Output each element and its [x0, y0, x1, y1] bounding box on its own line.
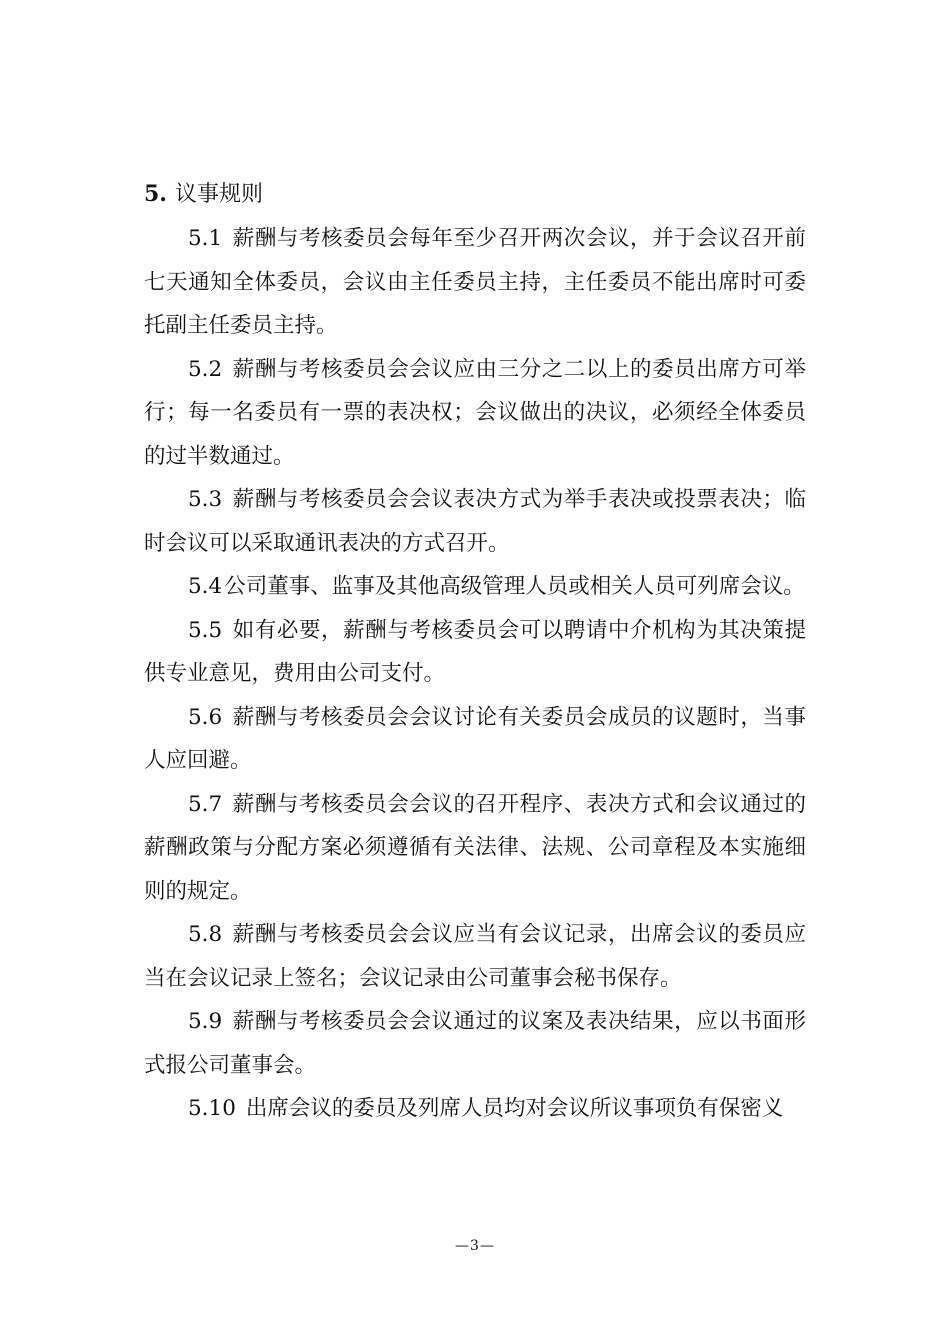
paragraph-number: 5.9 — [188, 1009, 223, 1034]
section-title: 议事规则 — [174, 182, 263, 207]
paragraph-text: 薪酬与考核委员会会议应由三分之二以上的委员出席方可举行；每一名委员有一票的表决权；会议做出的决议，必须经全体委员的过半数通过。 — [144, 356, 806, 469]
paragraph-5-9 — [144, 1000, 806, 1087]
document-body — [144, 172, 806, 1131]
paragraph-number: 5.8 — [188, 922, 223, 947]
paragraph-text: 薪酬与考核委员会会议通过的议案及表决结果，应以书面形式报公司董事会。 — [144, 1009, 806, 1078]
section-number: 5. — [144, 181, 167, 207]
paragraph-number: 5.2 — [188, 356, 223, 382]
paragraph-number: 5.5 — [188, 617, 223, 643]
paragraph-5-6 — [144, 696, 806, 783]
paragraph-text: 公司董事、监事及其他高级管理人员或相关人员可列席会议。 — [224, 574, 805, 599]
paragraph-text: 薪酬与考核委员会会议应当有会议记录，出席会议的委员应当在会议记录上签名；会议记录由公司董事会秘书保存。 — [144, 922, 806, 991]
paragraph-5-3 — [144, 478, 806, 565]
paragraph-5-2 — [144, 348, 806, 479]
page-number: —3— — [455, 1238, 495, 1254]
paragraph-5-4 — [144, 565, 806, 609]
paragraph-number: 5.4 — [188, 574, 223, 599]
paragraph-number: 5.1 — [188, 226, 223, 251]
paragraph-5-1 — [144, 217, 806, 348]
section-heading — [144, 172, 806, 217]
paragraph-text: 薪酬与考核委员会会议的召开程序、表决方式和会议通过的薪酬政策与分配方案必须遵循有关法律、法规、公司章程及本实施细则的规定。 — [144, 791, 806, 904]
paragraph-number: 5.3 — [188, 487, 223, 512]
paragraph-text: 薪酬与考核委员会会议表决方式为举手表决或投票表决；临时会议可以采取通讯表决的方式召开。 — [144, 487, 806, 556]
paragraph-text: 薪酬与考核委员会会议讨论有关委员会成员的议题时，当事人应回避。 — [144, 704, 806, 773]
paragraph-text: 如有必要，薪酬与考核委员会可以聘请中介机构为其决策提供专业意见，费用由公司支付。 — [144, 617, 806, 686]
paragraph-5-10 — [144, 1087, 806, 1131]
paragraph-5-7 — [144, 783, 806, 914]
paragraph-number: 5.10 — [188, 1096, 236, 1121]
paragraph-text: 出席会议的委员及列席人员均对会议所议事项负有保密义 — [245, 1096, 784, 1121]
paragraph-text: 薪酬与考核委员会每年至少召开两次会议，并于会议召开前七天通知全体委员，会议由主任委员主持，主任委员不能出席时可委托副主任委员主持。 — [144, 226, 806, 338]
paragraph-number: 5.6 — [188, 704, 223, 730]
paragraph-5-8 — [144, 913, 806, 1000]
paragraph-5-5 — [144, 609, 806, 696]
paragraph-number: 5.7 — [188, 791, 223, 817]
